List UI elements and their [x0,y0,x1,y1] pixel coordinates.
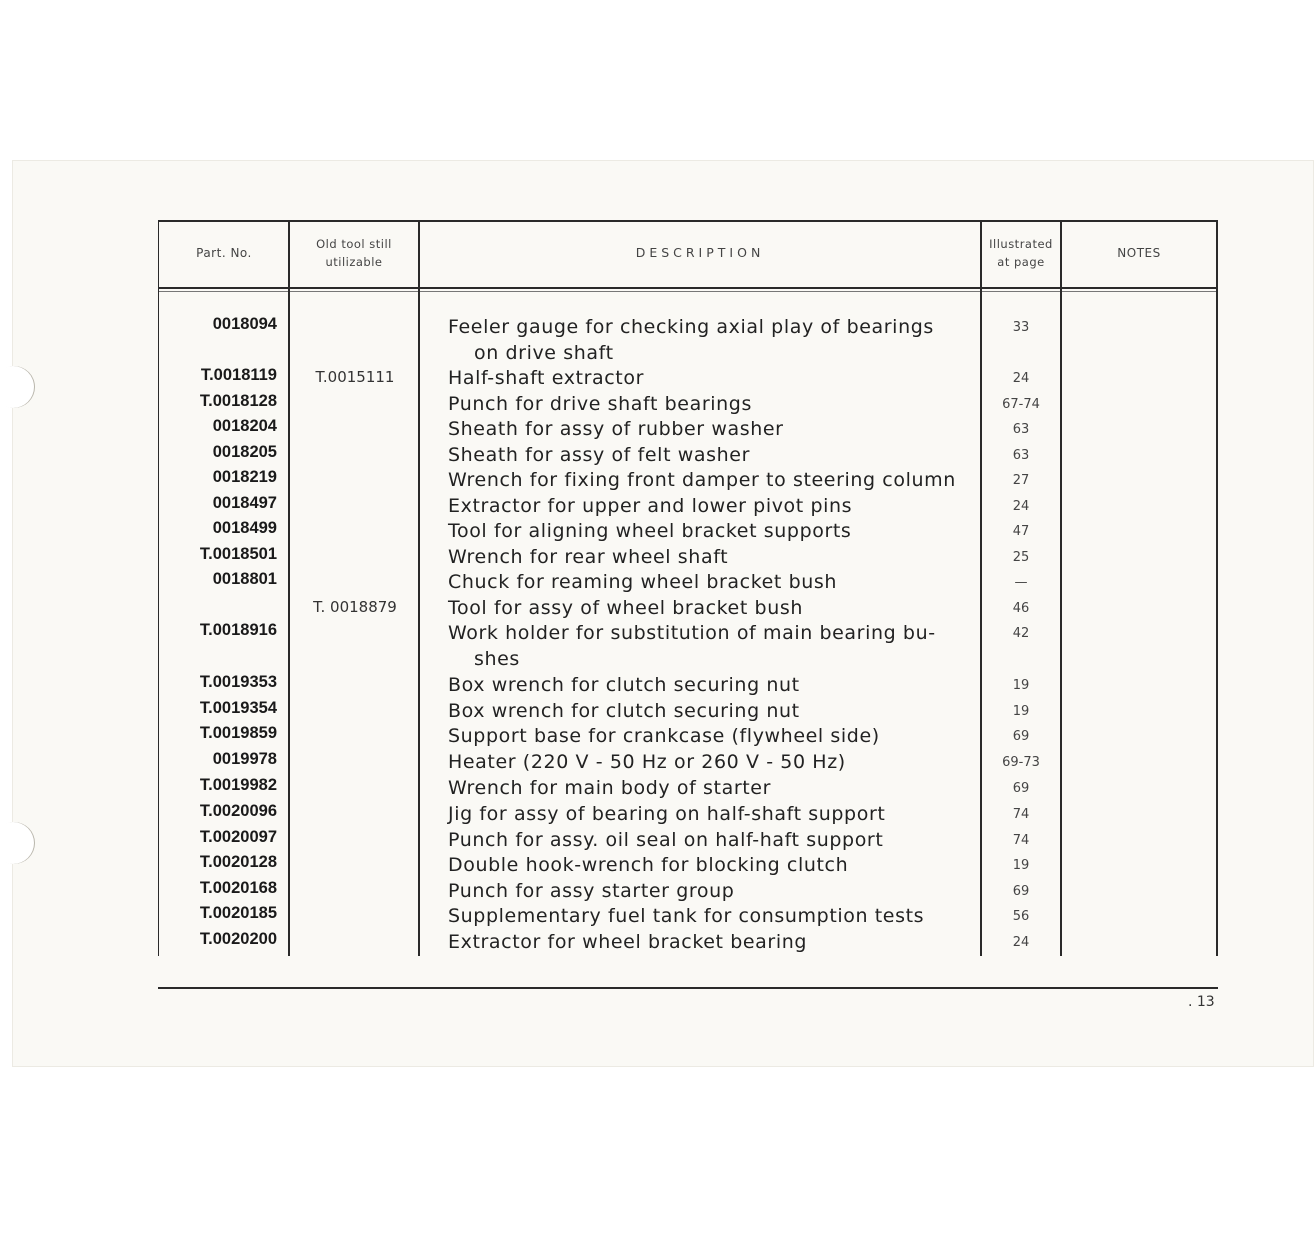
table-row [0,392,1314,417]
footer-rule [158,987,1218,989]
description-line: Tool for aligning wheel bracket supports [448,520,852,542]
description-line: Sheath for assy of felt washer [448,444,750,466]
description [448,519,958,545]
table-row [0,673,1314,698]
illustrated-page: 25 [1012,550,1030,565]
illustrated-page: 27 [1012,473,1030,488]
part-number: T.0018128 [199,392,277,410]
description-line: Feeler gauge for checking axial play of bearings [448,316,934,338]
header-old-tool [290,235,418,271]
description-line: Sheath for assy of rubber washer [448,418,784,440]
part-number: T.0020185 [199,904,277,922]
header-bottom-rule [158,287,1218,289]
part-number: T.0020096 [199,802,277,820]
description-line: Wrench for main body of starter [448,777,771,799]
illustrated-page: 42 [1012,626,1030,641]
table-row [0,828,1314,853]
description [448,545,958,571]
table-row [0,776,1314,801]
illustrated-page: 63 [1012,448,1030,463]
part-number: 0018801 [212,570,277,588]
part-number: 0018497 [212,494,277,512]
description [448,699,958,725]
part-number: 0018094 [212,315,277,333]
illustrated-page: 46 [1012,601,1030,616]
description-line: Box wrench for clutch securing nut [448,674,800,696]
description-line: Double hook-wrench for blocking clutch [448,854,849,876]
table-row [0,596,1314,621]
description [448,596,958,622]
header-description: DESCRIPTION [635,245,765,260]
page-number: . 13 [1188,994,1215,1010]
description-line: Wrench for fixing front damper to steering column [448,469,956,491]
illustrated-page: 24 [1012,935,1030,950]
description [448,366,958,392]
description-line: Tool for assy of wheel bracket bush [448,597,803,619]
illustrated-page: 69-73 [1002,755,1040,770]
part-number: T.0020097 [199,828,277,846]
description [448,853,958,879]
table-row [0,699,1314,724]
header-old-tool-line2: utilizable [325,255,383,269]
table-row [0,519,1314,544]
part-number: T.0018119 [200,366,277,384]
part-number: 0018204 [212,417,277,435]
description-line: Box wrench for clutch securing nut [448,700,800,722]
part-number: T.0018501 [199,545,277,563]
illustrated-page: 69 [1012,729,1030,744]
table-row [0,315,1314,364]
part-number: 0018499 [212,519,277,537]
description-line: Jig for assy of bearing on half-shaft support [448,803,886,825]
table-row [0,443,1314,468]
description-line: Punch for assy. oil seal on half-haft support [448,829,884,851]
illustrated-page: 33 [1012,320,1030,335]
description-line: Chuck for reaming wheel bracket bush [448,571,838,593]
table-row [0,750,1314,775]
illustrated-page: 19 [1012,858,1030,873]
description [448,494,958,520]
description [448,673,958,699]
illustrated-page: 63 [1012,422,1030,437]
description [448,879,958,905]
table-row [0,366,1314,391]
table-row [0,417,1314,442]
description [448,802,958,828]
illustrated-page: 56 [1012,909,1030,924]
illustrated-page: 24 [1012,371,1030,386]
description [448,392,958,418]
illustrated-page: 47 [1012,524,1030,539]
illustrated-page: 19 [1012,704,1030,719]
table-row [0,621,1314,670]
table-top-rule [158,220,1218,222]
description-line: Extractor for wheel bracket bearing [448,931,808,953]
description-line: Punch for assy starter group [448,880,735,902]
part-number: T.0019354 [199,699,277,717]
description [448,417,958,443]
part-number: 0018205 [212,443,277,461]
description-line: Punch for drive shaft bearings [448,393,752,415]
part-number: T.0019859 [199,724,277,742]
illustrated-page: 74 [1012,807,1030,822]
table-row [0,494,1314,519]
old-tool-number: T.0015111 [315,368,395,386]
table-row [0,853,1314,878]
table-row [0,545,1314,570]
description-line: Heater (220 V - 50 Hz or 260 V - 50 Hz) [448,751,846,773]
header-old-tool-line1: Old tool still [316,237,392,251]
part-number: 0019978 [212,750,277,768]
description-line: Work holder for substitution of main bearing bu- [448,622,936,644]
description [448,315,958,366]
illustrated-page: 67-74 [1002,397,1040,412]
description [448,750,958,776]
table-row [0,802,1314,827]
description [448,904,958,930]
description-line: Extractor for upper and lower pivot pins [448,495,853,517]
old-tool-number: T. 0018879 [313,598,397,616]
header-illustrated-line2: at page [997,255,1045,269]
description-line: Support base for crankcase (flywheel side) [448,725,880,747]
table-row [0,879,1314,904]
illustrated-page: 69 [1012,884,1030,899]
description [448,930,958,956]
header-part-no: Part. No. [196,246,252,260]
description [448,776,958,802]
description [448,570,958,596]
description-line: Half-shaft extractor [448,367,644,389]
part-number: T.0019353 [199,673,277,691]
description-line-continued: on drive shaft [474,341,614,364]
header-illustrated-line1: Illustrated [989,237,1053,251]
table-row [0,468,1314,493]
illustrated-page: 74 [1012,833,1030,848]
description [448,468,958,494]
description [448,443,958,469]
description-line-continued: shes [474,647,520,670]
illustrated-page: 24 [1012,499,1030,514]
table-row [0,904,1314,929]
description [448,621,958,672]
part-number: T.0019982 [199,776,277,794]
table-row [0,570,1314,595]
part-number: T.0020128 [199,853,277,871]
part-number: T.0018916 [199,621,277,639]
table-row [0,724,1314,749]
part-number: T.0020168 [199,879,277,897]
illustrated-page: 69 [1012,781,1030,796]
description-line: Supplementary fuel tank for consumption tests [448,905,925,927]
header-notes: NOTES [1117,246,1161,260]
header-double-rule [158,291,1218,292]
description [448,828,958,854]
illustrated-page: 19 [1012,678,1030,693]
illustrated-page: — [1014,575,1028,590]
description [448,724,958,750]
part-number: T.0020200 [199,930,277,948]
part-number: 0018219 [212,468,277,486]
table-row [0,930,1314,955]
header-illustrated [982,235,1060,271]
description-line: Wrench for rear wheel shaft [448,546,729,568]
